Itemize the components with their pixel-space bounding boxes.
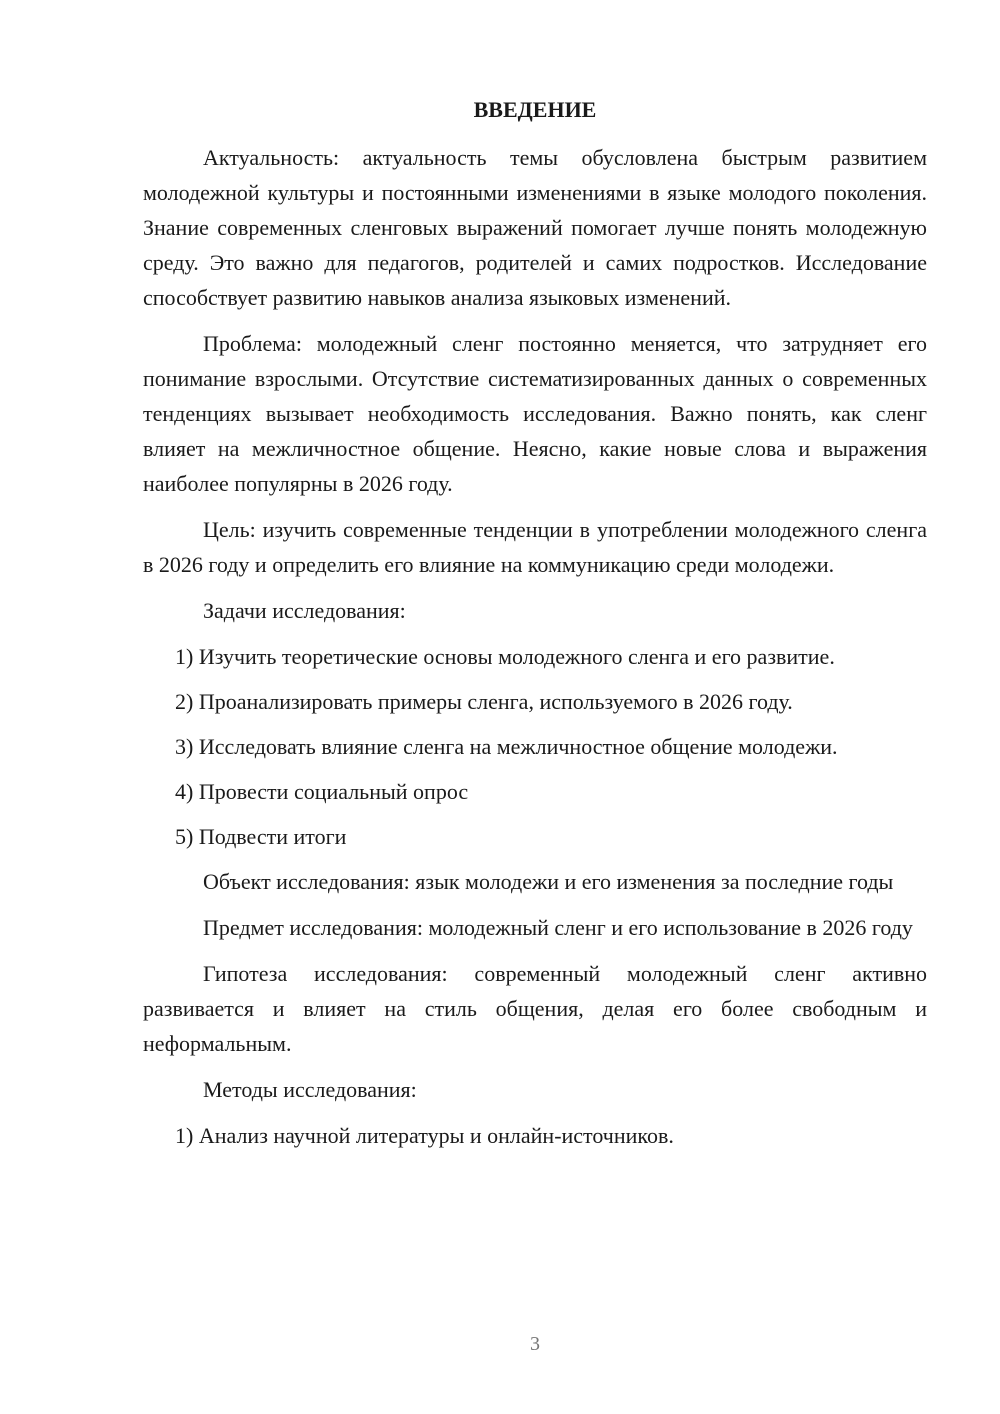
tasks-list <box>143 639 927 854</box>
page-number: 3 <box>530 1333 540 1355</box>
task-item-1: 1) Изучить теоретические основы молодежного сленга и его развитие. <box>175 644 835 669</box>
section-title: ВВЕДЕНИЕ <box>473 97 597 122</box>
goal-paragraph: Цель: изучить современные тенденции в употреблении молодежного сленга в 2026 году и определить его влияние на коммуникацию среди молодежи. <box>143 517 927 577</box>
tasks-heading: Задачи исследования: <box>203 598 406 623</box>
hypothesis-paragraph: Гипотеза исследования: современный молодежный сленг активно развивается и влияет на стиль общения, делая его более свободным и неформальным. <box>143 961 927 1056</box>
task-item-3: 3) Исследовать влияние сленга на межличностное общение молодежи. <box>175 734 838 759</box>
task-item-2: 2) Проанализировать примеры сленга, используемого в 2026 году. <box>175 689 793 714</box>
object-paragraph: Объект исследования: язык молодежи и его изменения за последние годы <box>203 869 894 894</box>
method-item-1: 1) Анализ научной литературы и онлайн-источников. <box>175 1123 674 1148</box>
task-item-5: 5) Подвести итоги <box>175 824 347 849</box>
page-content <box>143 95 927 1163</box>
task-item-4: 4) Провести социальный опрос <box>175 779 469 804</box>
methods-heading: Методы исследования: <box>203 1077 417 1102</box>
relevance-paragraph: Актуальность: актуальность темы обусловлена быстрым развитием молодежной культуры и постоянными изменениями в языке молодого поколения. Знание современных сленговых выражений помогает лучше понять молодежную среду. Это важно для педагогов, родителей и самих подростков. Исследование способствует развитию навыков анализа языковых изменений. <box>143 145 927 310</box>
methods-list <box>143 1118 927 1153</box>
subject-paragraph: Предмет исследования: молодежный сленг и его использование в 2026 году <box>203 915 913 940</box>
problem-paragraph: Проблема: молодежный сленг постоянно меняется, что затрудняет его понимание взрослыми. Отсутствие систематизированных данных о современных тенденциях вызывает необходимость исследования. Важно понять, как сленг влияет на межличностное общение. Неясно, какие новые слова и выражения наиболее популярны в 2026 году. <box>143 331 927 496</box>
